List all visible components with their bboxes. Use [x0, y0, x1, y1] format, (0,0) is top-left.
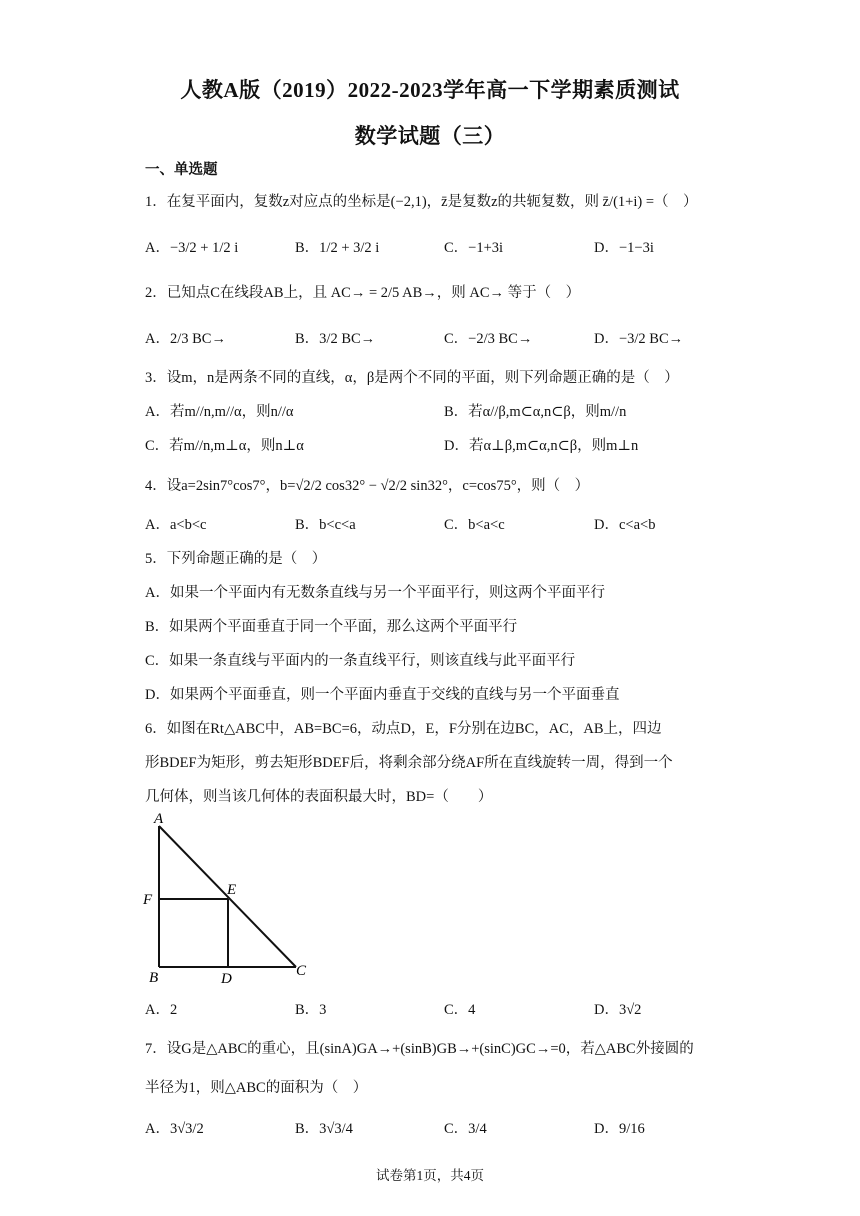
question-5-option-a: A．如果一个平面内有无数条直线与另一个平面平行，则这两个平面平行 [145, 585, 605, 601]
question-7-option-d: D．9/16 [594, 1121, 645, 1137]
question-6-stem-line-2: 形BDEF为矩形，剪去矩形BDEF后，将剩余部分绕AF所在直线旋转一周，得到一个 [145, 755, 673, 771]
question-3-option-c: C．若m//n,m⊥α，则n⊥α [145, 438, 304, 454]
question-6-option-b: B．3 [295, 1002, 327, 1018]
label-c: C [296, 963, 307, 979]
question-2-option-d: D．−3/2 BC→ [594, 331, 684, 347]
question-4-stem: 4．设a=2sin7°cos7°，b=√2/2 cos32° − √2/2 sin32°，c=cos75°，则（ ） [145, 478, 590, 494]
label-d: D [221, 971, 232, 987]
question-3-option-a: A．若m//n,m//α，则n//α [145, 404, 294, 420]
question-7-stem-line-1: 7．设G是△ABC的重心，且(sinA)GA→+(sinB)GB→+(sinC)GC→=0，若△ABC外接圆的 [145, 1041, 694, 1057]
question-3-stem: 3．设m，n是两条不同的直线，α，β是两个不同的平面，则下列命题正确的是（ ） [145, 370, 679, 386]
question-6-stem-line-1: 6．如图在Rt△ABC中，AB=BC=6，动点D，E，F分别在边BC，AC，AB上，四边 [145, 721, 662, 737]
question-5-option-d: D．如果两个平面垂直，则一个平面内垂直于交线的直线与另一个平面垂直 [145, 687, 620, 703]
page-footer: 试卷第1页，共4页 [376, 1168, 484, 1183]
page-subtitle: 数学试题（三） [354, 124, 506, 148]
question-4-option-c: C．b<a<c [444, 517, 505, 533]
question-1-option-d: D．−1−3i [594, 240, 654, 256]
question-3-option-b: B．若α//β,m⊂α,n⊂β，则m//n [444, 404, 627, 420]
question-1-option-c: C．−1+3i [444, 240, 504, 256]
question-3-option-d: D．若α⊥β,m⊂α,n⊂β，则m⊥n [444, 438, 639, 454]
question-5-option-b: B．如果两个平面垂直于同一个平面，那么这两个平面平行 [145, 619, 518, 635]
question-2-option-c: C．−2/3 BC→ [444, 331, 533, 347]
question-7-option-b: B．3√3/4 [295, 1121, 353, 1137]
question-4-option-d: D．c<a<b [594, 517, 656, 533]
label-a: A [154, 811, 164, 827]
section-heading: 一、单选题 [145, 162, 218, 178]
question-6-option-a: A．2 [145, 1002, 178, 1018]
question-6-option-c: C．4 [444, 1002, 476, 1018]
question-2-option-a: A．2/3 BC→ [145, 331, 226, 347]
question-7-option-c: C．3/4 [444, 1121, 487, 1137]
question-6-option-d: D．3√2 [594, 1002, 642, 1018]
question-6-figure [135, 808, 320, 993]
question-1-option-b: B．1/2 + 3/2 i [295, 240, 380, 256]
question-4-option-a: A．a<b<c [145, 517, 207, 533]
question-2-option-b: B．3/2 BC→ [295, 331, 376, 347]
question-5-stem: 5．下列命题正确的是（ ） [145, 551, 327, 567]
label-b: B [149, 970, 159, 986]
question-1-option-a: A．−3/2 + 1/2 i [145, 240, 239, 256]
label-e: E [227, 882, 237, 898]
question-7-stem-line-2: 半径为1，则△ABC的面积为（ ） [145, 1080, 368, 1096]
question-7-option-a: A．3√3/2 [145, 1121, 204, 1137]
question-2-stem: 2．已知点C在线段AB上，且 AC→ = 2/5 AB→，则 AC→ 等于（ ） [145, 285, 581, 301]
question-4-option-b: B．b<c<a [295, 517, 356, 533]
question-1-stem: 1．在复平面内，复数z对应点的坐标是(−2,1)，z̄是复数z的共轭复数，则 z̄/(1+i) =（ ） [145, 194, 698, 210]
question-5-option-c: C．如果一条直线与平面内的一条直线平行，则该直线与此平面平行 [145, 653, 576, 669]
page-title: 人教A版（2019）2022-2023学年高一下学期素质测试 [180, 78, 680, 102]
label-f: F [143, 892, 153, 908]
question-6-stem-line-3: 几何体，则当该几何体的表面积最大时，BD=（ ） [145, 789, 493, 805]
